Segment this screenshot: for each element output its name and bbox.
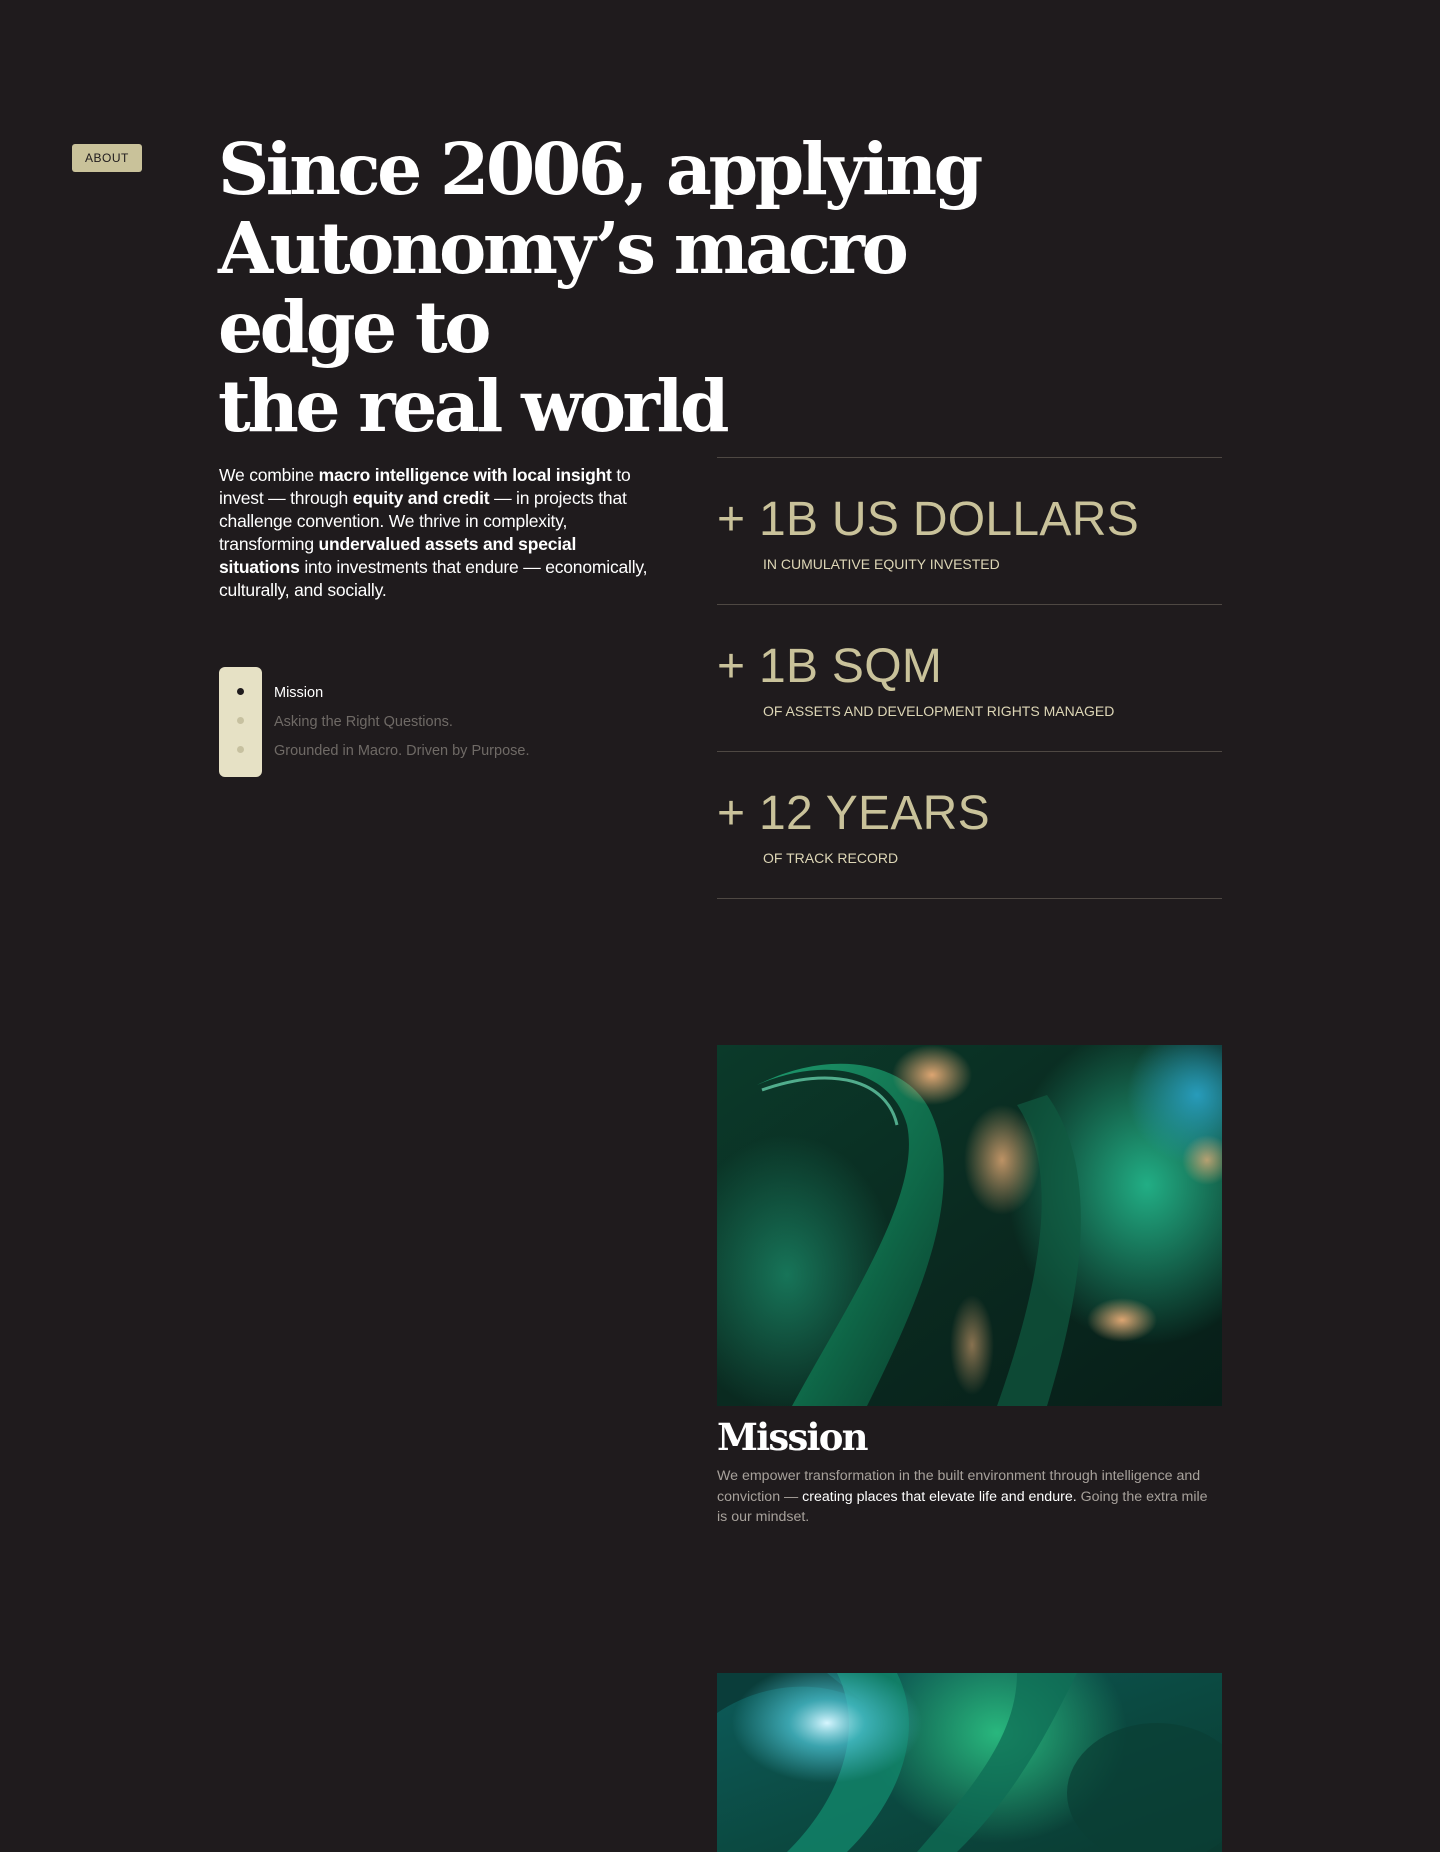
questions-image	[717, 1673, 1222, 1852]
mission-text-highlight: creating places that elevate life and endure.	[802, 1488, 1077, 1505]
section-nav	[219, 667, 559, 777]
intro-text: into investments that endure — economically, culturally, and socially.	[219, 557, 648, 600]
stat-label: OF TRACK RECORD	[763, 850, 899, 866]
section-nav-rail	[219, 667, 262, 777]
intro-text: to invest — through	[219, 465, 631, 508]
abstract-green-glass-image	[717, 1045, 1222, 1406]
mission-text-intro: We empower transformation in the built environment through intelligence and conviction —	[717, 1468, 1201, 1505]
mission-text-outro: Going the extra mile is our mindset.	[717, 1488, 1208, 1525]
nav-item-questions[interactable]: Asking the Right Questions.	[274, 714, 453, 730]
intro-emphasis: macro intelligence with local insight	[318, 465, 612, 485]
stat-value: + 1B SQM	[717, 640, 943, 693]
mission-image	[717, 1045, 1222, 1406]
nav-dot-questions[interactable]	[237, 717, 244, 724]
stat-item	[717, 604, 1222, 751]
headline-line: the real world	[218, 364, 727, 448]
mission-text	[717, 1466, 1217, 1528]
nav-dot-mission[interactable]	[237, 688, 244, 695]
stat-label: OF ASSETS AND DEVELOPMENT RIGHTS MANAGED	[763, 703, 1115, 719]
intro-text: We combine	[219, 465, 319, 485]
intro-paragraph	[219, 464, 649, 602]
nav-item-mission[interactable]: Mission	[274, 685, 324, 701]
nav-dot-macro[interactable]	[237, 746, 244, 753]
abstract-teal-glass-image	[717, 1673, 1222, 1852]
stats-list	[717, 457, 1222, 899]
stat-item	[717, 457, 1222, 604]
stat-item	[717, 751, 1222, 899]
headline-line: Autonomy’s macro edge to	[218, 206, 906, 369]
headline-line: Since 2006, applying	[218, 127, 980, 211]
stat-value: + 1B US DOLLARS	[717, 493, 1140, 546]
stat-value: + 12 YEARS	[717, 787, 990, 840]
intro-emphasis: undervalued assets and special situations	[219, 534, 577, 577]
mission-title: Mission	[717, 1415, 867, 1459]
stat-label: IN CUMULATIVE EQUITY INVESTED	[763, 556, 1000, 572]
about-badge: ABOUT	[72, 144, 142, 172]
page-title	[218, 127, 1098, 448]
intro-text: — in projects that challenge convention. We thrive in complexity, transforming	[219, 488, 627, 554]
intro-emphasis: equity and credit	[352, 488, 490, 508]
nav-item-macro[interactable]: Grounded in Macro. Driven by Purpose.	[274, 743, 530, 759]
